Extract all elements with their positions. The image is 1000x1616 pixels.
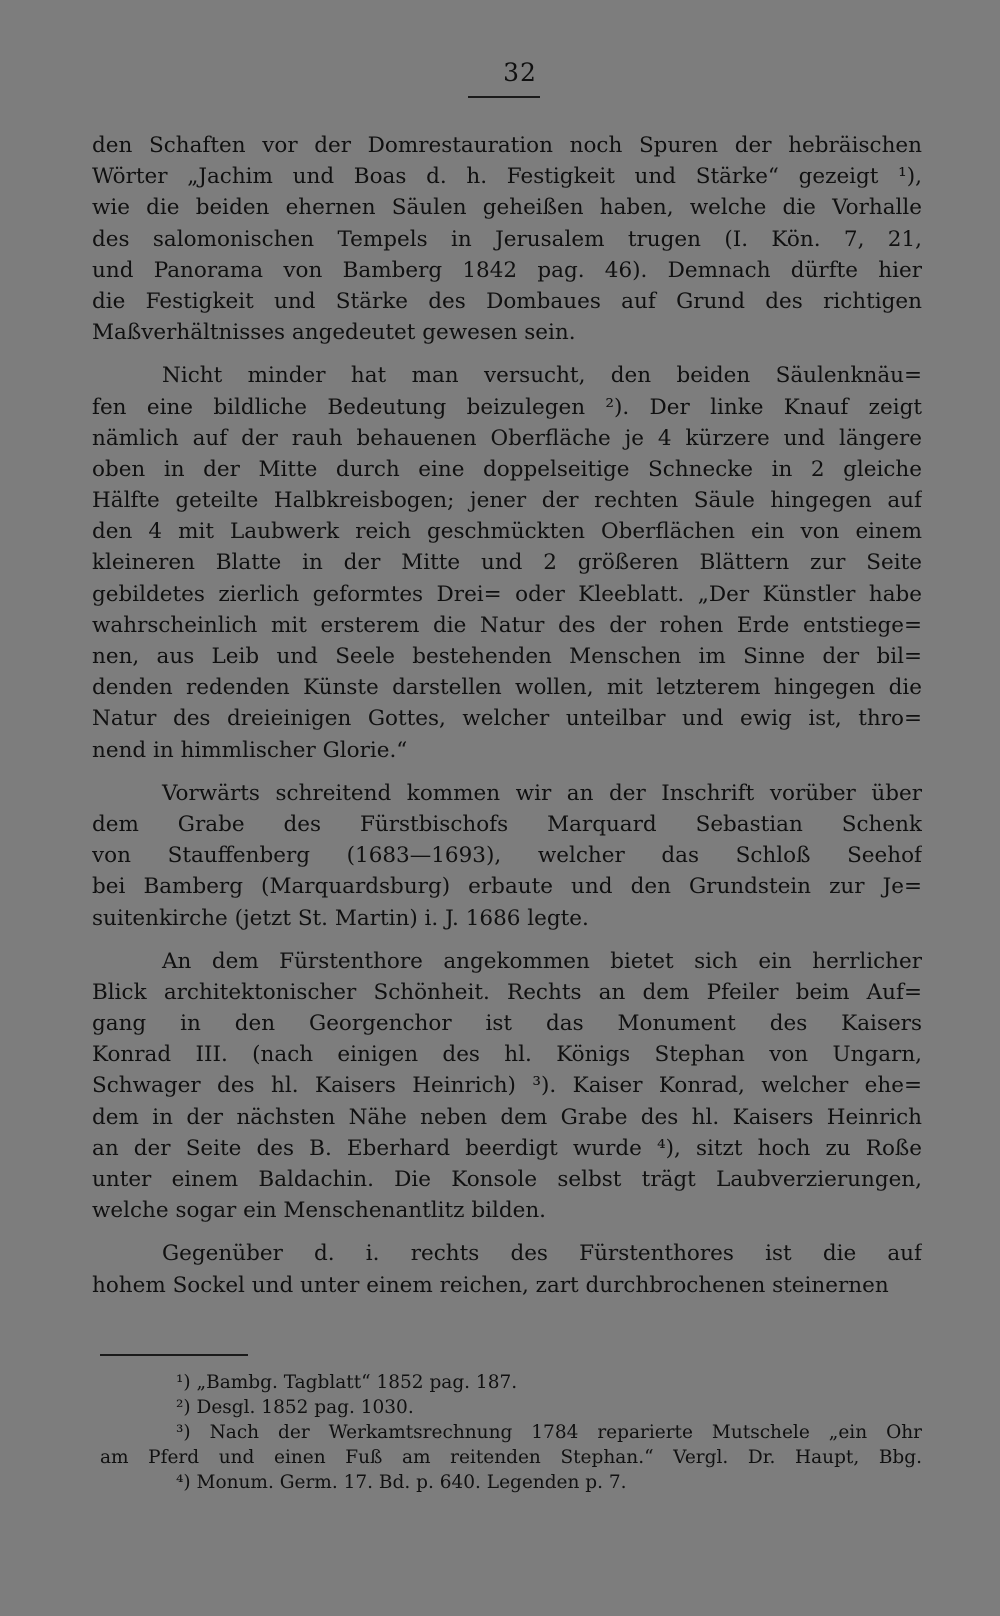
text-line: nämlich auf der rauh behauenen Oberfläche je 4 kürzere und längere [92, 425, 922, 451]
text-line: und Panorama von Bamberg 1842 pag. 46). Demnach dürfte hier [92, 257, 922, 283]
text-line: suitenkirche (jetzt St. Martin) i. J. 1686 legte. [92, 905, 589, 931]
text-line: an der Seite des B. Eberhard beerdigt wurde ⁴), sitzt hoch zu Roße [92, 1135, 922, 1161]
text-line: bei Bamberg (Marquardsburg) erbaute und den Grundstein zur Je= [92, 874, 922, 900]
footnote-line: ²) Desgl. 1852 pag. 1030. [176, 1397, 414, 1418]
text-line: Hälfte geteilte Halbkreisbogen; jener der rechten Säule hingegen auf [92, 488, 922, 514]
paragraph [92, 946, 922, 1227]
page-number: 32 [503, 58, 537, 87]
footnote-rule [100, 1354, 248, 1356]
text-line: Maßverhältnisses angedeutet gewesen sein. [92, 320, 576, 346]
paragraph [92, 778, 922, 934]
text-line: oben in der Mitte durch eine doppelseitige Schnecke in 2 gleiche [92, 456, 922, 482]
text-line: denden redenden Künste darstellen wollen, mit letzterem hingegen die [92, 675, 922, 701]
text-line: nend in himmlischer Glorie.“ [92, 737, 408, 763]
text-line: wie die beiden ehernen Säulen geheißen haben, welche die Vorhalle [92, 195, 922, 221]
footnote-line: am Pferd und einen Fuß am reitenden Stephan.“ Vergl. Dr. Haupt, Bbg. [100, 1447, 922, 1468]
text-line: nen, aus Leib und Seele bestehenden Menschen im Sinne der bil= [92, 644, 922, 669]
text-line: gang in den Georgenchor ist das Monument des Kaisers [92, 1011, 922, 1037]
text-line: Konrad III. (nach einigen des hl. Königs Stephan von Ungarn, [92, 1042, 922, 1068]
header-rule [468, 96, 540, 98]
footnotes [100, 1370, 922, 1495]
text-line: Blick architektonischer Schönheit. Rechts an dem Pfeiler beim Auf= [92, 979, 922, 1005]
text-line: dem Grabe des Fürstbischofs Marquard Sebastian Schenk [92, 811, 922, 837]
text-line: den Schaften vor der Domrestauration noch Spuren der hebräischen [92, 133, 922, 158]
text-line: gebildetes zierlich geformtes Drei= oder Kleeblatt. „Der Künstler habe [92, 581, 922, 607]
footnote-line: ⁴) Monum. Germ. 17. Bd. p. 640. Legenden p. 7. [176, 1472, 627, 1493]
text-line: Nicht minder hat man versucht, den beiden Säulenknäu= [162, 363, 922, 389]
footnote-line: ¹) „Bambg. Tagblatt“ 1852 pag. 187. [176, 1372, 518, 1393]
text-line: welche sogar ein Menschenantlitz bilden. [92, 1198, 547, 1224]
text-line: dem in der nächsten Nähe neben dem Grabe des hl. Kaisers Heinrich [92, 1104, 922, 1130]
text-line: die Festigkeit und Stärke des Dombaues auf Grund des richtigen [92, 288, 922, 314]
text-line: Schwager des hl. Kaisers Heinrich) ³). Kaiser Konrad, welcher ehe= [92, 1073, 922, 1099]
paragraph [92, 130, 922, 348]
text-line: Vorwärts schreitend kommen wir an der Inschrift vorüber über [162, 780, 922, 806]
text-line: fen eine bildliche Bedeutung beizulegen ²). Der linke Knauf zeigt [92, 394, 922, 420]
paragraph [92, 360, 922, 765]
footnote-line: ³) Nach der Werkamtsrechnung 1784 reparierte Mutschele „ein Ohr [176, 1422, 922, 1443]
text-line: hohem Sockel und unter einem reichen, zart durchbrochenen steinernen [92, 1272, 889, 1298]
text-line: des salomonischen Tempels in Jerusalem trugen (I. Kön. 7, 21, [92, 226, 922, 252]
text-line: Natur des dreieinigen Gottes, welcher unteilbar und ewig ist, thro= [92, 706, 922, 732]
paragraph [92, 1238, 922, 1300]
text-line: Gegenüber d. i. rechts des Fürstenthores ist die auf [162, 1241, 922, 1267]
text-line: wahrscheinlich mit ersterem die Natur des der rohen Erde entstiege= [92, 612, 922, 638]
text-line: kleineren Blatte in der Mitte und 2 größeren Blättern zur Seite [92, 550, 922, 576]
text-line: den 4 mit Laubwerk reich geschmückten Oberflächen ein von einem [92, 519, 922, 545]
text-line: Wörter „Jachim und Boas d. h. Festigkeit und Stärke“ gezeigt ¹), [92, 164, 922, 190]
text-line: unter einem Baldachin. Die Konsole selbst trägt Laubverzierungen, [92, 1167, 922, 1192]
body-text [92, 130, 922, 1301]
text-line: An dem Fürstenthore angekommen bietet sich ein herrlicher [162, 948, 922, 974]
text-line: von Stauffenberg (1683—1693), welcher das Schloß Seehof [92, 843, 922, 869]
